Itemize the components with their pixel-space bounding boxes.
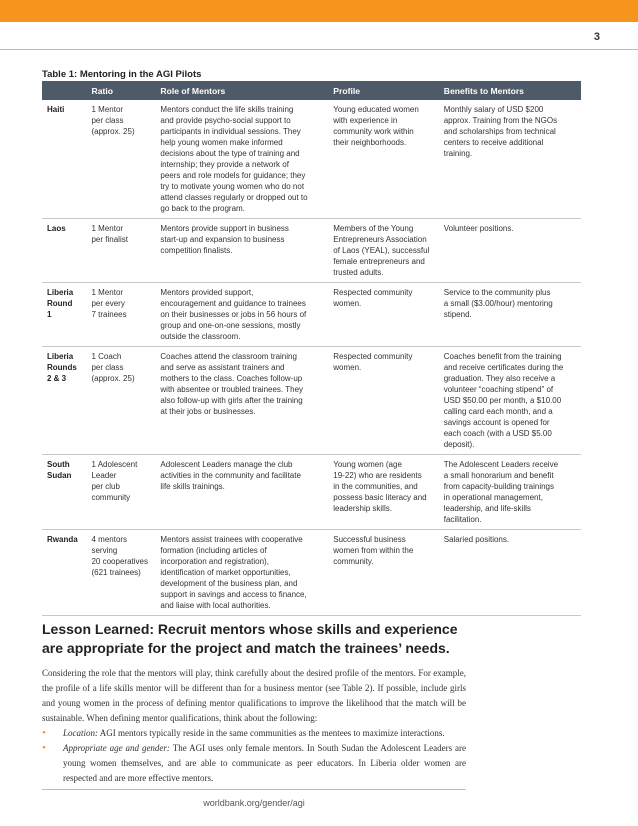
cell-line: leadership skills. bbox=[333, 504, 392, 513]
cell-line: Leader bbox=[91, 471, 117, 480]
cell-line: 1 bbox=[47, 310, 52, 319]
cell-role bbox=[155, 455, 328, 530]
cell-line: a small ($3.00/hour) mentoring bbox=[443, 299, 553, 308]
cell-line: peers and role models for guidance; they bbox=[160, 171, 306, 180]
cell-line: Service to the community plus bbox=[443, 288, 551, 297]
cell-line: Mentors provided support, bbox=[160, 288, 254, 297]
cell-line: 19-22) who are residents bbox=[333, 471, 422, 480]
lesson-heading-line: are appropriate for the project and match the trainees’ needs. bbox=[42, 640, 450, 656]
cell-line: volunteer “coaching stipend” of bbox=[443, 385, 554, 394]
cell-ratio bbox=[86, 283, 155, 347]
list-item bbox=[42, 726, 466, 741]
cell-line: 1 Mentor bbox=[91, 224, 124, 233]
cell-line: decisions about the type of training and bbox=[160, 149, 300, 158]
cell-line: and receive certificates during the bbox=[443, 363, 564, 372]
cell-line: Coaches attend the classroom training bbox=[160, 352, 297, 361]
bullet-label: Appropriate age and gender: bbox=[63, 743, 170, 753]
cell-line: each coach (with a USD $5.00 bbox=[443, 429, 552, 438]
cell-line: Liberia bbox=[47, 288, 74, 297]
cell-line: per finalist bbox=[91, 235, 128, 244]
cell-line: incorporation and registration), bbox=[160, 557, 269, 566]
cell-line: Rounds bbox=[47, 363, 77, 372]
cell-country bbox=[42, 347, 86, 455]
cell-line: support in savings and access to finance, bbox=[160, 590, 307, 599]
footer-divider bbox=[42, 789, 466, 790]
cell-profile bbox=[328, 100, 438, 219]
cell-line: 4 mentors bbox=[91, 535, 128, 544]
cell-line: community work within bbox=[333, 127, 414, 136]
cell-benefits bbox=[439, 347, 581, 455]
table-body bbox=[42, 100, 581, 616]
cell-line: deposit). bbox=[443, 440, 475, 449]
cell-line: Coaches benefit from the training bbox=[443, 352, 562, 361]
table-header-row bbox=[42, 81, 581, 100]
cell-ratio bbox=[86, 455, 155, 530]
cell-profile bbox=[328, 283, 438, 347]
cell-line: Young women (age bbox=[333, 460, 402, 469]
cell-line: life skills trainings. bbox=[160, 482, 225, 491]
cell-line: women from within the bbox=[333, 546, 414, 555]
cell-line: 20 cooperatives bbox=[91, 557, 148, 566]
cell-line: Respected community bbox=[333, 288, 413, 297]
cell-line: with experience in bbox=[333, 116, 398, 125]
cell-line: Respected community bbox=[333, 352, 413, 361]
page-number: 3 bbox=[593, 31, 600, 43]
bullet-text: AGI mentors typically reside in the same communities as the mentees to maximize interactions. bbox=[98, 728, 445, 738]
cell-line: The Adolescent Leaders receive bbox=[443, 460, 559, 469]
cell-line: participants in individual sessions. They bbox=[160, 127, 301, 136]
cell-line: encouragement and guidance to trainees bbox=[160, 299, 306, 308]
cell-line: Volunteer positions. bbox=[443, 224, 514, 233]
cell-line: graduation. They also receive a bbox=[443, 374, 556, 383]
table-row bbox=[42, 347, 581, 455]
cell-line: a small honorarium and benefit bbox=[443, 471, 554, 480]
cell-line: formation (including articles of bbox=[160, 546, 267, 555]
cell-line: at their jobs or businesses. bbox=[160, 407, 256, 416]
cell-line: possess basic literacy and bbox=[333, 493, 427, 502]
cell-line: 1 Coach bbox=[91, 352, 122, 361]
cell-country bbox=[42, 219, 86, 283]
lesson-heading-line: Lesson Learned: Recruit mentors whose skills and experience bbox=[42, 621, 458, 637]
cell-line: 7 trainees bbox=[91, 310, 127, 319]
cell-line: Members of the Young bbox=[333, 224, 414, 233]
cell-line: leadership, and life-skills bbox=[443, 504, 531, 513]
cell-line: female entrepreneurs and bbox=[333, 257, 425, 266]
cell-ratio bbox=[86, 347, 155, 455]
cell-line: activities in the community and facilitate bbox=[160, 471, 301, 480]
lesson-heading bbox=[42, 620, 472, 658]
cell-line: calling card each month, and a bbox=[443, 407, 553, 416]
cell-line: (approx. 25) bbox=[91, 374, 135, 383]
cell-role bbox=[155, 219, 328, 283]
cell-line: try to motivate young women who do not bbox=[160, 182, 305, 191]
header-role: Role of Mentors bbox=[155, 81, 328, 100]
cell-line: also follow-up with girls after the training bbox=[160, 396, 303, 405]
cell-line: their neighborhoods. bbox=[333, 138, 407, 147]
table-row bbox=[42, 530, 581, 616]
cell-ratio bbox=[86, 219, 155, 283]
cell-line: in operational management, bbox=[443, 493, 543, 502]
cell-ratio bbox=[86, 530, 155, 616]
cell-line: women. bbox=[333, 299, 362, 308]
cell-line: and scholarships from technical bbox=[443, 127, 556, 136]
bullet-label: Location: bbox=[63, 728, 98, 738]
mentoring-table bbox=[42, 81, 581, 616]
cell-line: 1 Mentor bbox=[91, 105, 124, 114]
cell-line: Mentors conduct the life skills training bbox=[160, 105, 294, 114]
cell-line: development of the business plan, and bbox=[160, 579, 298, 588]
cell-benefits bbox=[439, 530, 581, 616]
cell-line: Haiti bbox=[47, 105, 65, 114]
cell-line: with absentee or troubled trainees. They bbox=[160, 385, 304, 394]
table-row bbox=[42, 219, 581, 283]
cell-benefits bbox=[439, 100, 581, 219]
cell-line: per every bbox=[91, 299, 125, 308]
cell-benefits bbox=[439, 283, 581, 347]
cell-line: mothers to the class. Coaches follow-up bbox=[160, 374, 303, 383]
cell-line: savings account is opened for bbox=[443, 418, 550, 427]
cell-line: outside the classroom. bbox=[160, 332, 241, 341]
cell-line: in the communities, and bbox=[333, 482, 418, 491]
cell-line: stipend. bbox=[443, 310, 472, 319]
cell-line: Salaried positions. bbox=[443, 535, 510, 544]
cell-line: Mentors assist trainees with cooperative bbox=[160, 535, 303, 544]
cell-line: trusted adults. bbox=[333, 268, 384, 277]
cell-line: and liaise with local authorities. bbox=[160, 601, 271, 610]
header-benefits: Benefits to Mentors bbox=[439, 81, 581, 100]
header-divider bbox=[0, 49, 638, 50]
cell-line: centers to receive additional bbox=[443, 138, 544, 147]
cell-line: Round bbox=[47, 299, 73, 308]
cell-line: Sudan bbox=[47, 471, 72, 480]
cell-country bbox=[42, 455, 86, 530]
cell-line: South bbox=[47, 460, 70, 469]
cell-line: of Laos (YEAL), successful bbox=[333, 246, 430, 255]
cell-profile bbox=[328, 455, 438, 530]
cell-line: Adolescent Leaders manage the club bbox=[160, 460, 293, 469]
cell-line: internship; they provide a network of bbox=[160, 160, 289, 169]
table-title: Table 1: Mentoring in the AGI Pilots bbox=[42, 69, 202, 80]
cell-line: approx. Training from the NGOs bbox=[443, 116, 558, 125]
cell-line: Rwanda bbox=[47, 535, 78, 544]
cell-line: and provide psycho-social support to bbox=[160, 116, 291, 125]
bullet-icon: • bbox=[42, 742, 46, 754]
cell-line: (621 trainees) bbox=[91, 568, 141, 577]
table-row bbox=[42, 455, 581, 530]
cell-country bbox=[42, 100, 86, 219]
cell-role bbox=[155, 347, 328, 455]
cell-line: (approx. 25) bbox=[91, 127, 135, 136]
cell-line: 1 Adolescent bbox=[91, 460, 138, 469]
cell-line: community bbox=[91, 493, 131, 502]
cell-line: attend classes regularly or dropped out to bbox=[160, 193, 308, 202]
table-row bbox=[42, 100, 581, 219]
qualification-list bbox=[42, 726, 466, 786]
cell-line: Successful business bbox=[333, 535, 406, 544]
cell-country bbox=[42, 530, 86, 616]
cell-line: Liberia bbox=[47, 352, 74, 361]
cell-line: help young women make informed bbox=[160, 138, 283, 147]
cell-line: Monthly salary of USD $200 bbox=[443, 105, 544, 114]
cell-line: 2 & 3 bbox=[47, 374, 67, 383]
cell-line: group and one-on-one sessions, mostly bbox=[160, 321, 301, 330]
lesson-paragraph: Considering the role that the mentors will play, think carefully about the desired profile of the mentors. For example, the profile of a life skills mentor will be different than for a business mentor (see Table 2). If possible, include girls and young women in the process of defining mentor qualifications to improve the likelihood that the match will be sustainable. When defining mentor qualifications, think about the following: bbox=[42, 668, 466, 723]
cell-line: and serve as assistant trainers and bbox=[160, 363, 285, 372]
cell-line: start-up and expansion to business bbox=[160, 235, 285, 244]
footer-url[interactable]: worldbank.org/gender/agi bbox=[203, 798, 305, 808]
cell-line: identification of market opportunities, bbox=[160, 568, 291, 577]
cell-line: training. bbox=[443, 149, 473, 158]
cell-line: women. bbox=[333, 363, 362, 372]
cell-benefits bbox=[439, 219, 581, 283]
cell-role bbox=[155, 530, 328, 616]
header-profile: Profile bbox=[328, 81, 438, 100]
bullet-text: The AGI uses only female mentors. In South Sudan the Adolescent Leaders are young women themselves, and are able to communicate as peer educators. In Liberia older women are respected and are more effective mentors. bbox=[63, 743, 466, 783]
table-row bbox=[42, 283, 581, 347]
cell-line: USD $50.00 per month, a $10.00 bbox=[443, 396, 562, 405]
list-item bbox=[42, 741, 466, 786]
bullet-icon: • bbox=[42, 727, 46, 739]
cell-line: per class bbox=[91, 116, 124, 125]
cell-line: Entrepreneurs Association bbox=[333, 235, 427, 244]
cell-line: per class bbox=[91, 363, 124, 372]
cell-profile bbox=[328, 219, 438, 283]
top-accent-bar bbox=[0, 0, 638, 22]
cell-line: community. bbox=[333, 557, 374, 566]
cell-line: Mentors provide support in business bbox=[160, 224, 289, 233]
cell-role bbox=[155, 100, 328, 219]
cell-country bbox=[42, 283, 86, 347]
cell-line: competition finalists. bbox=[160, 246, 233, 255]
header-ratio: Ratio bbox=[86, 81, 155, 100]
cell-line: on their businesses or jobs in 56 hours of bbox=[160, 310, 307, 319]
cell-profile bbox=[328, 347, 438, 455]
cell-line: from capacity-building trainings bbox=[443, 482, 555, 491]
cell-line: facilitation. bbox=[443, 515, 482, 524]
cell-line: per club bbox=[91, 482, 120, 491]
cell-line: serving bbox=[91, 546, 118, 555]
cell-ratio bbox=[86, 100, 155, 219]
cell-profile bbox=[328, 530, 438, 616]
cell-line: Young educated women bbox=[333, 105, 419, 114]
cell-line: Laos bbox=[47, 224, 66, 233]
cell-role bbox=[155, 283, 328, 347]
cell-line: go back to the program. bbox=[160, 204, 245, 213]
header-country bbox=[42, 81, 86, 100]
cell-benefits bbox=[439, 455, 581, 530]
cell-line: 1 Mentor bbox=[91, 288, 124, 297]
